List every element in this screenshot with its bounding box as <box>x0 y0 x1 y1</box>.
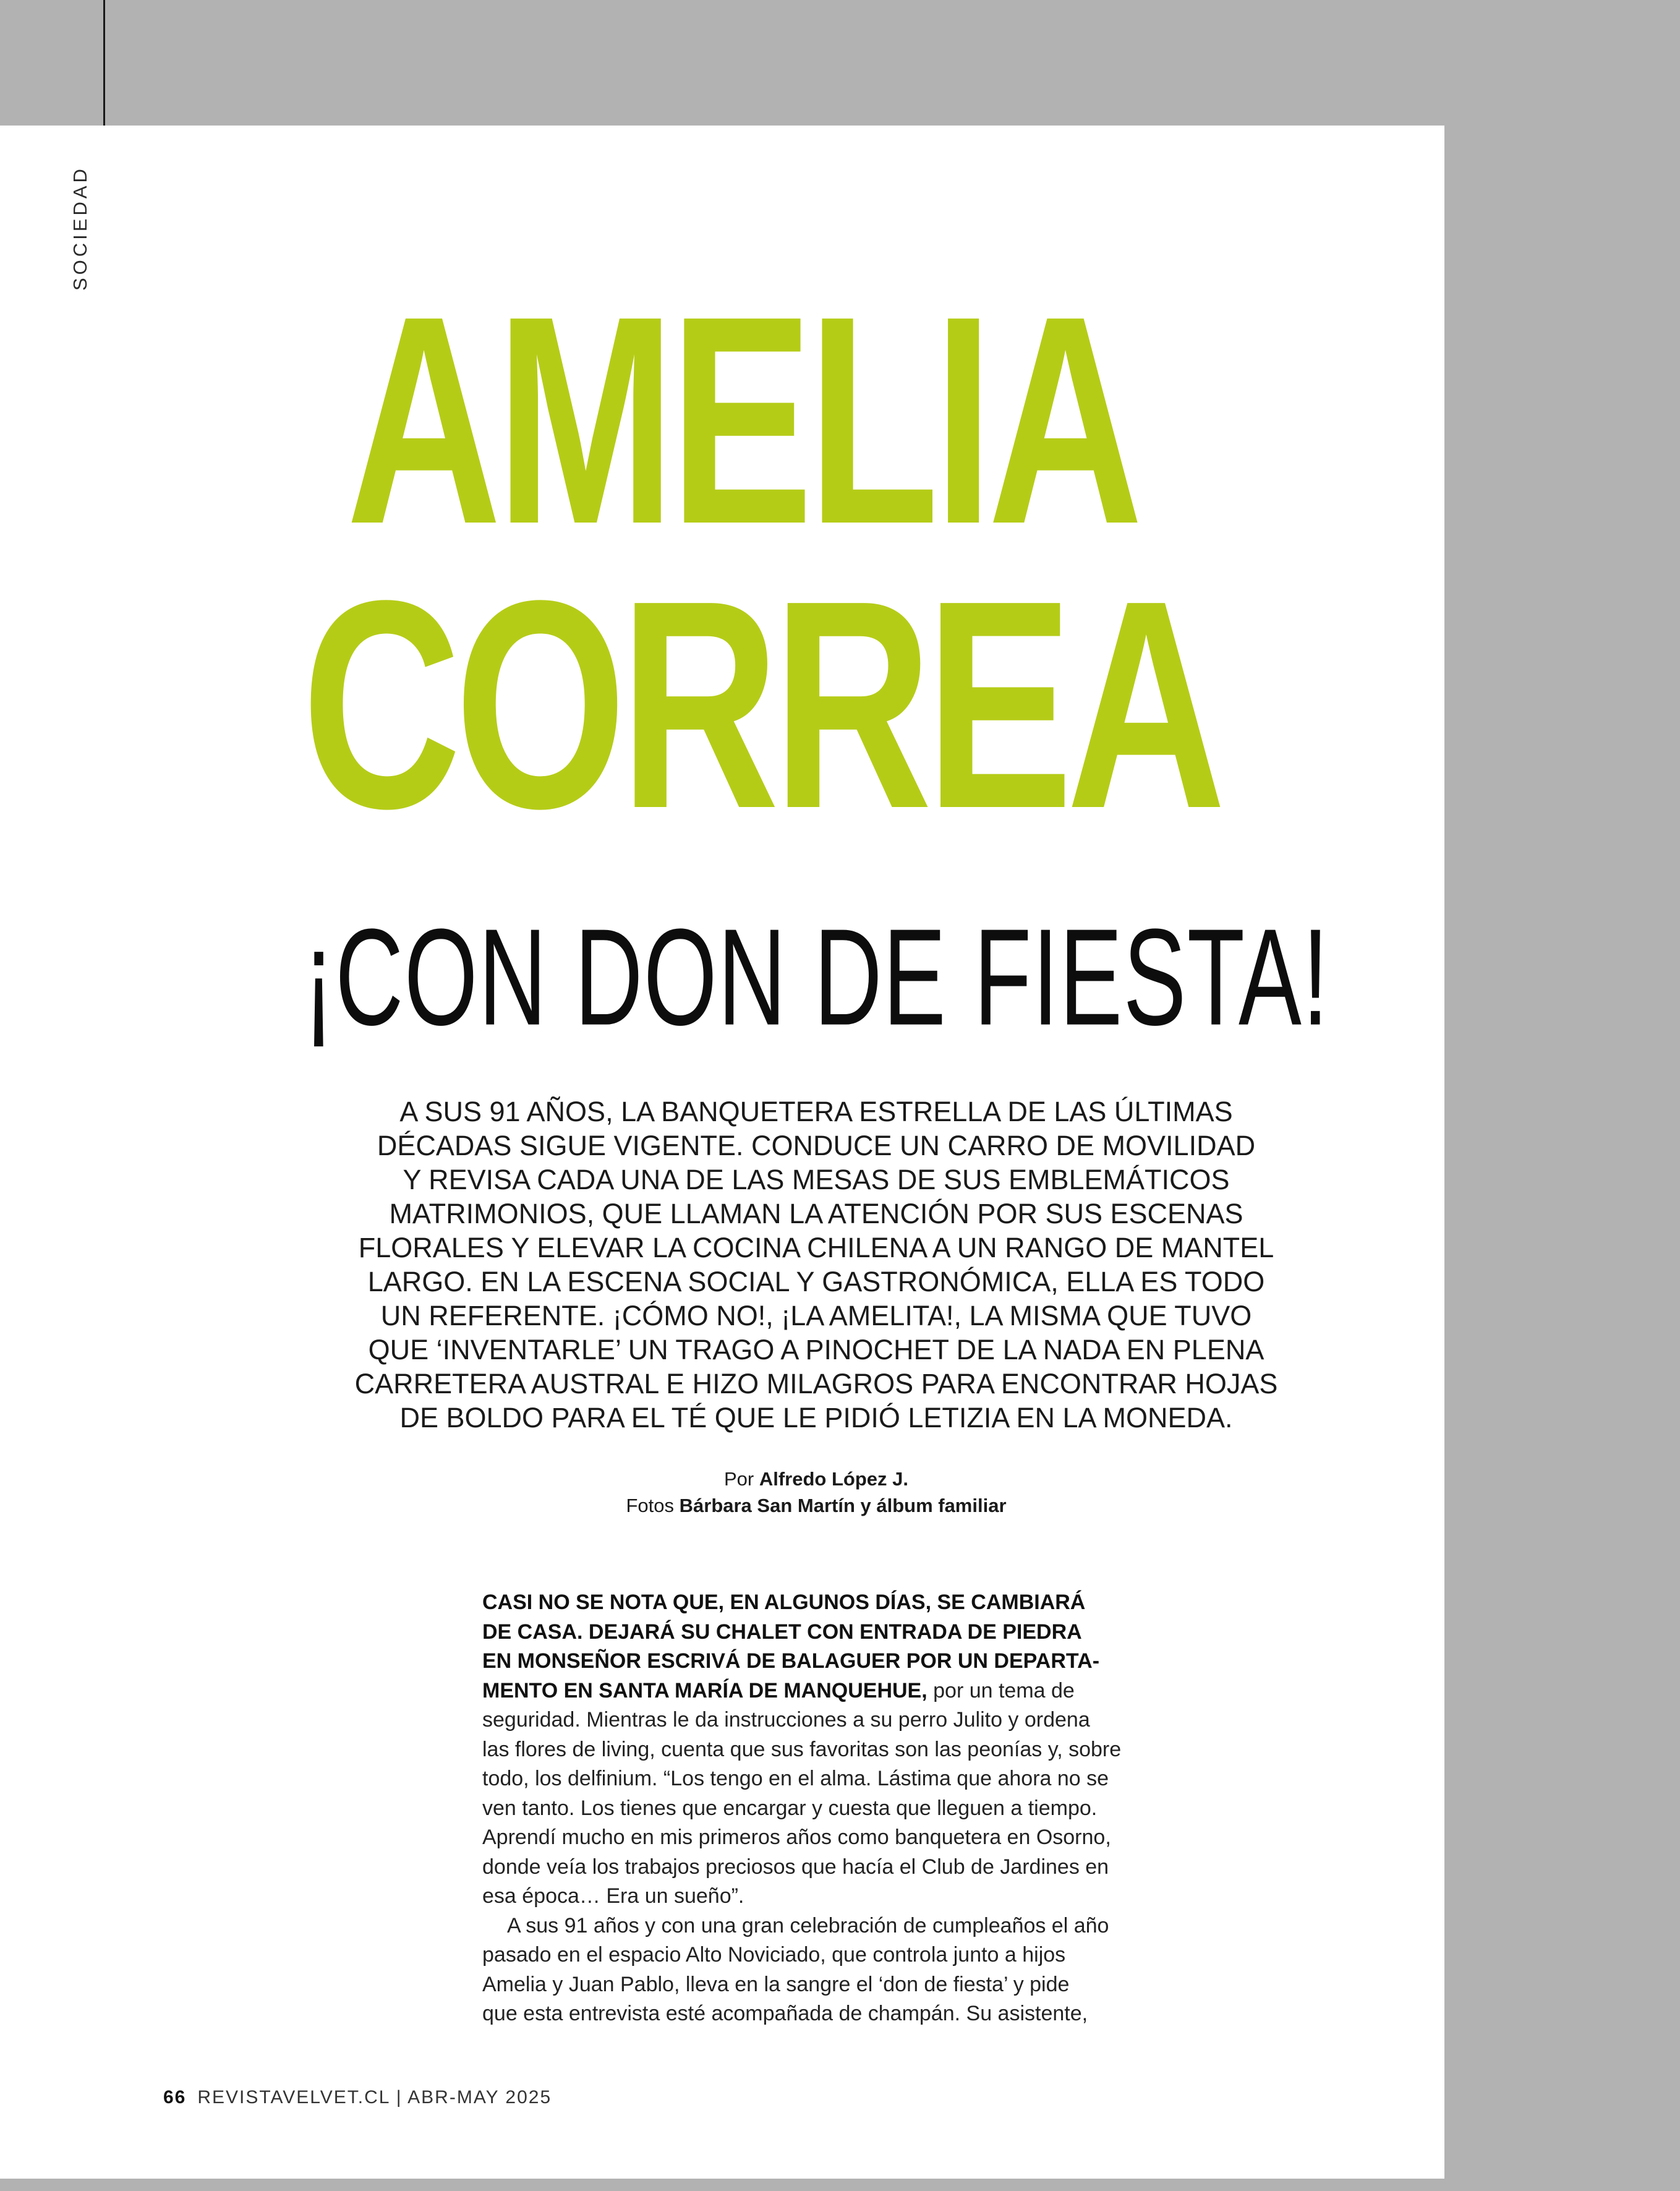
lead-line: DE CASA. DEJARÁ SU CHALET CON ENTRADA DE PIEDRA <box>482 1620 1082 1644</box>
body-line: seguridad. Mientras le da instrucciones a su perro Julito y ordena <box>482 1708 1090 1732</box>
subtitle: ¡CON DON DE FIESTA! <box>303 900 1330 1054</box>
photo-credit <box>322 1492 1311 1519</box>
body-line: Amelia y Juan Pablo, lleva en la sangre el ‘don de fiesta’ y pide <box>482 1972 1070 1996</box>
body-line: Aprendí mucho en mis primeros años como banquetera en Osorno, <box>482 1826 1111 1849</box>
photos-prefix: Fotos <box>626 1495 674 1516</box>
author-prefix: Por <box>723 1468 754 1490</box>
paragraph-2 <box>482 1911 1162 2029</box>
headline-line-1: AMELIA <box>346 254 1138 586</box>
credits <box>322 1466 1311 1519</box>
deck-line: UN REFERENTE. ¡CÓMO NO!, ¡LA AMELITA!, LA MISMA QUE TUVO <box>380 1300 1252 1331</box>
deck-line: MATRIMONIOS, QUE LLAMAN LA ATENCIÓN POR SUS ESCENAS <box>389 1198 1243 1229</box>
deck-line: A SUS 91 AÑOS, LA BANQUETERA ESTRELLA DE LAS ÚLTIMAS <box>399 1096 1233 1127</box>
deck-line: FLORALES Y ELEVAR LA COCINA CHILENA A UN RANGO DE MANTEL <box>358 1232 1274 1263</box>
body-line: ven tanto. Los tienes que encargar y cuesta que lleguen a tiempo. <box>482 1796 1098 1820</box>
article-body <box>482 1588 1162 2029</box>
deck-line: DÉCADAS SIGUE VIGENTE. CONDUCE UN CARRO DE MOVILIDAD <box>377 1130 1256 1161</box>
lead-line-mixed <box>482 1676 1162 1706</box>
publication-info: REVISTAVELVET.CL | ABR-MAY 2025 <box>197 2087 552 2108</box>
headline-line-2: CORREA <box>302 539 1220 870</box>
deck-line: CARRETERA AUSTRAL E HIZO MILAGROS PARA ENCONTRAR HOJAS <box>354 1368 1278 1399</box>
deck-line: LARGO. EN LA ESCENA SOCIAL Y GASTRONÓMICA, ELLA ES TODO <box>367 1266 1265 1297</box>
lead-line: EN MONSEÑOR ESCRIVÁ DE BALAGUER POR UN DEPARTA- <box>482 1649 1100 1673</box>
section-label: SOCIEDAD <box>69 166 91 291</box>
body-line: A sus 91 años y con una gran celebración de cumpleaños el año <box>507 1913 1109 1937</box>
author-name: Alfredo López J. <box>759 1468 908 1490</box>
body-line: las flores de living, cuenta que sus favoritas son las peonías y, sobre <box>482 1737 1122 1761</box>
photographer-name: Bárbara San Martín y álbum familiar <box>679 1495 1007 1516</box>
body-line: todo, los delfinium. “Los tengo en el alma. Lástima que ahora no se <box>482 1767 1109 1790</box>
deck-line: DE BOLDO PARA EL TÉ QUE LE PIDIÓ LETIZIA EN LA MONEDA. <box>399 1402 1233 1433</box>
deck-text <box>322 1095 1311 1435</box>
body-line: pasado en el espacio Alto Noviciado, que controla junto a hijos <box>482 1943 1066 1967</box>
lead-tail: por un tema de <box>927 1678 1075 1702</box>
paragraph-1 <box>482 1588 1162 1911</box>
deck-line: QUE ‘INVENTARLE’ UN TRAGO A PINOCHET DE LA NADA EN PLENA <box>368 1334 1264 1365</box>
page-number: 66 <box>163 2087 187 2108</box>
lead-last: MENTO EN SANTA MARÍA DE MANQUEHUE, <box>482 1678 927 1702</box>
body-line: que esta entrevista esté acompañada de champán. Su asistente, <box>482 2002 1088 2025</box>
author-credit <box>322 1466 1311 1492</box>
body-line: donde veía los trabajos preciosos que hacía el Club de Jardines en <box>482 1855 1109 1879</box>
folio <box>163 2087 552 2108</box>
lead-line: CASI NO SE NOTA QUE, EN ALGUNOS DÍAS, SE CAMBIARÁ <box>482 1591 1086 1614</box>
deck-line: Y REVISA CADA UNA DE LAS MESAS DE SUS EMBLEMÁTICOS <box>403 1164 1230 1195</box>
body-line: esa época… Era un sueño”. <box>482 1884 744 1908</box>
